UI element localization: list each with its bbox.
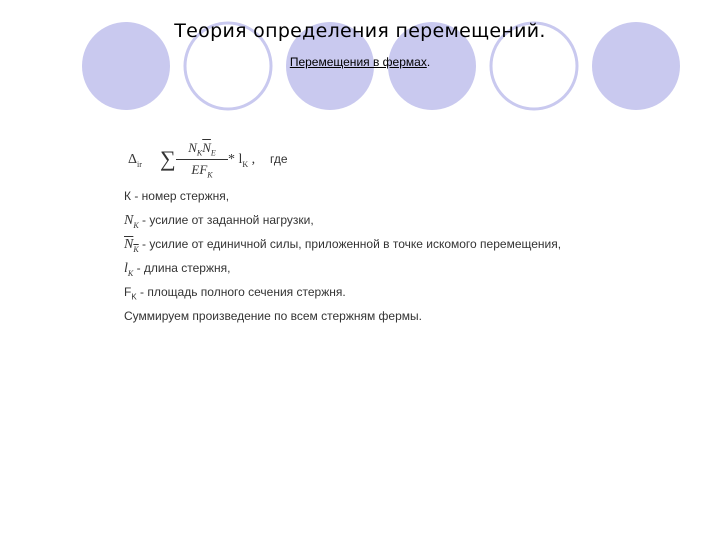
formula-fraction <box>176 140 228 179</box>
formula-tail: * $l_K$ , <box>228 152 256 169</box>
def-line-4: $l_K$ - длина стержня, <box>124 261 231 278</box>
def-line-3: $N_K$ - усилие от единичной силы, приложенной в точке искомого перемещения, <box>124 237 562 254</box>
symbol-nk-unit: $N_K$ <box>124 237 139 254</box>
symbol-nk: $N_K$ <box>124 213 139 230</box>
def-line-5: $F_K$ - площадь полного сечения стержня. <box>124 285 346 302</box>
formula-where: где <box>270 152 288 166</box>
slide-subtitle <box>0 55 720 69</box>
formula-sigma: ∑ <box>160 146 176 171</box>
formula-delta: $\Delta_{ir}$ <box>128 152 142 169</box>
subtitle-dot: . <box>426 55 431 69</box>
symbol-lk: $l_K$ <box>124 261 134 278</box>
subtitle-text: Перемещения в фермах <box>289 55 427 69</box>
formula-denominator: $EF_K$ <box>191 161 213 180</box>
displacement-formula <box>124 140 624 186</box>
def-line-6: Суммируем произведение по всем стержням фермы. <box>124 309 422 323</box>
formula-numerator: $N_K\overline{N}_E$ <box>176 140 228 160</box>
symbol-fk: $F_K$ <box>124 285 137 302</box>
def-line-2: $N_K$ - усилие от заданной нагрузки, <box>124 213 314 230</box>
slide-title: Теория определения перемещений. <box>174 20 546 42</box>
content-block <box>124 140 624 330</box>
def-line-1: К - номер стержня, <box>124 189 230 203</box>
